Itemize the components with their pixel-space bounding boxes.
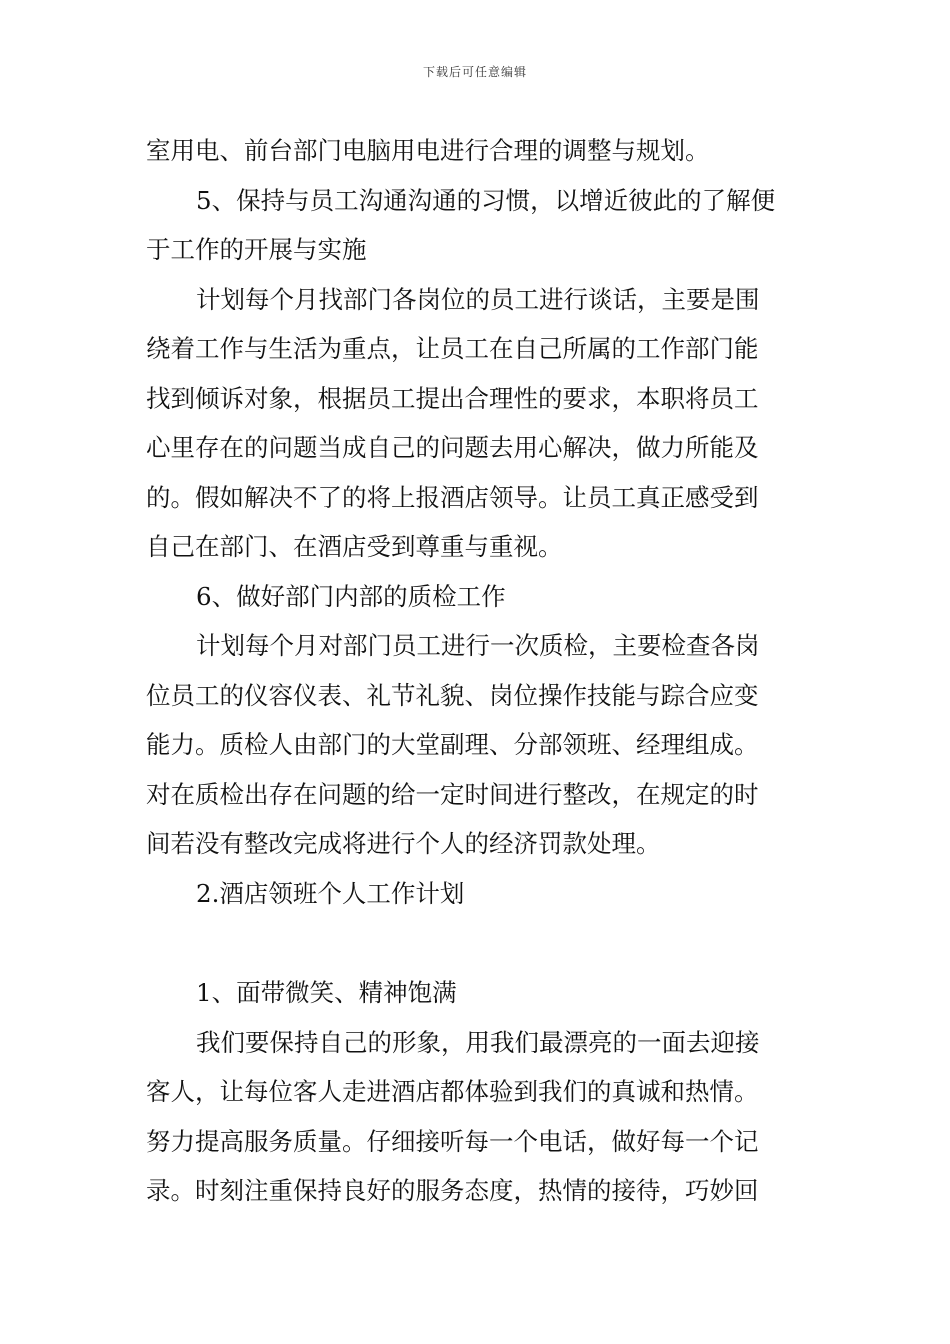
text-line: 自己在部门、在酒店受到尊重与重视。 — [146, 532, 563, 561]
text-line: 的。假如解决不了的将上报酒店领导。让员工真正感受到 — [146, 482, 759, 512]
text-line: 间若没有整改完成将进行个人的经济罚款处理。 — [146, 829, 661, 858]
text-line: 位员工的仪容仪表、礼节礼貌、岗位操作技能与踪合应变 — [146, 680, 759, 710]
text-line: 努力提高服务质量。仔细接听每一个电话，做好每一个记 — [146, 1126, 759, 1156]
chapter-heading: 2.酒店领班个人工作计划 — [196, 878, 465, 908]
text-line: 心里存在的问题当成自己的问题去用心解决，做力所能及 — [146, 433, 759, 462]
text-line: 室用电、前台部门电脑用电进行合理的调整与规划。 — [146, 136, 710, 165]
text-line: 客人，让每位客人走进酒店都体验到我们的真诚和热情。 — [146, 1077, 759, 1106]
section-heading: 5、保持与员工沟通沟通的习惯，以增近彼此的了解便 — [196, 185, 776, 215]
paragraph-start: 我们要保持自己的形象，用我们最漂亮的一面去迎接 — [196, 1027, 760, 1057]
blank-line — [146, 918, 806, 968]
text-line: 录。时刻注重保持良好的服务态度，热情的接待，巧妙回 — [146, 1176, 759, 1205]
text-line: 于工作的开展与实施 — [146, 235, 367, 264]
paragraph-start: 计划每个月对部门员工进行一次质检，主要检查各岗 — [196, 631, 760, 660]
text-line: 能力。质检人由部门的大堂副理、分部领班、经理组成。 — [146, 730, 759, 759]
page-header: 下载后可任意编辑 — [422, 65, 527, 79]
section-heading: 6、做好部门内部的质检工作 — [196, 581, 506, 611]
text-line: 对在质检出存在问题的给一定时间进行整改，在规定的时 — [146, 779, 759, 809]
text-line: 绕着工作与生活为重点，让员工在自己所属的工作部门能 — [146, 334, 759, 363]
section-heading: 1、面带微笑、精神饱满 — [196, 978, 457, 1007]
document-body — [146, 126, 806, 1216]
paragraph-start: 计划每个月找部门各岗位的员工进行谈话，主要是围 — [196, 284, 760, 314]
text-line: 找到倾诉对象，根据员工提出合理性的要求，本职将员工 — [146, 383, 759, 413]
